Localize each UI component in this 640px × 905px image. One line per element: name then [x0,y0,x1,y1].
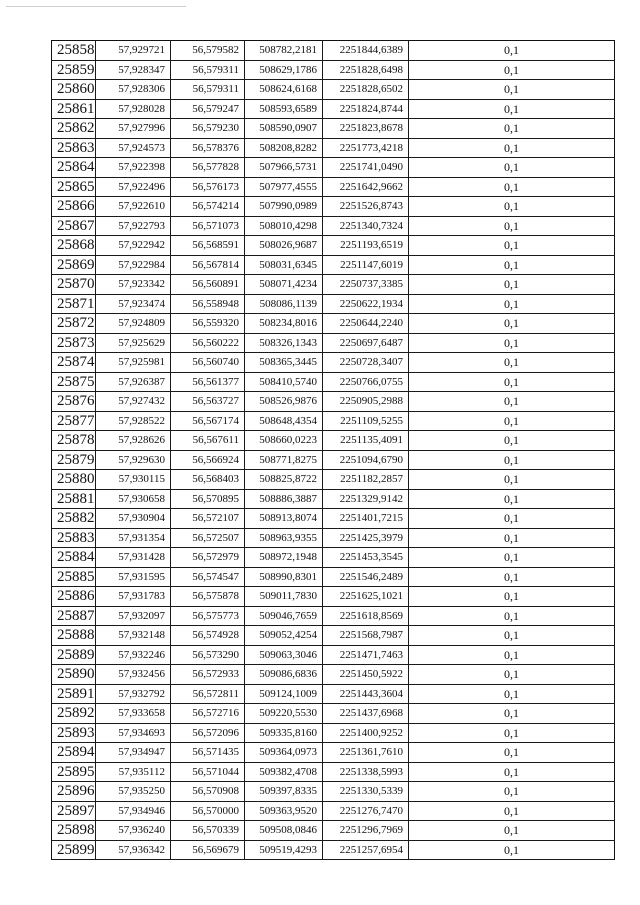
point-number-cell: 25890 [52,665,96,685]
x-coordinate-cell: 509052,4254 [245,626,323,646]
latitude-cell: 57,928522 [96,411,171,431]
precision-cell: 0,1 [409,80,615,100]
table-row [52,80,615,100]
precision-cell: 0,1 [409,509,615,529]
y-coordinate-cell: 2251773,4218 [323,138,409,158]
point-number-cell: 25898 [52,821,96,841]
coordinates-table [51,40,615,860]
longitude-cell: 56,567174 [171,411,245,431]
point-number-cell: 25889 [52,645,96,665]
table-row [52,762,615,782]
longitude-cell: 56,572716 [171,704,245,724]
x-coordinate-cell: 508825,8722 [245,470,323,490]
x-coordinate-cell: 508648,4354 [245,411,323,431]
point-number-cell: 25877 [52,411,96,431]
x-coordinate-cell: 508590,0907 [245,119,323,139]
latitude-cell: 57,922398 [96,158,171,178]
precision-cell: 0,1 [409,723,615,743]
y-coordinate-cell: 2251844,6389 [323,41,409,61]
x-coordinate-cell: 509063,3046 [245,645,323,665]
y-coordinate-cell: 2250644,2240 [323,314,409,334]
y-coordinate-cell: 2251425,3979 [323,528,409,548]
latitude-cell: 57,924809 [96,314,171,334]
longitude-cell: 56,572811 [171,684,245,704]
longitude-cell: 56,558948 [171,294,245,314]
point-number-cell: 25870 [52,275,96,295]
precision-cell: 0,1 [409,645,615,665]
x-coordinate-cell: 508410,5740 [245,372,323,392]
point-number-cell: 25883 [52,528,96,548]
latitude-cell: 57,932246 [96,645,171,665]
y-coordinate-cell: 2251135,4091 [323,431,409,451]
x-coordinate-cell: 508071,4234 [245,275,323,295]
y-coordinate-cell: 2251094,6790 [323,450,409,470]
table-row [52,528,615,548]
longitude-cell: 56,577828 [171,158,245,178]
latitude-cell: 57,930658 [96,489,171,509]
longitude-cell: 56,570000 [171,801,245,821]
point-number-cell: 25875 [52,372,96,392]
x-coordinate-cell: 508026,9687 [245,236,323,256]
y-coordinate-cell: 2251400,9252 [323,723,409,743]
table-row [52,587,615,607]
table-row [52,723,615,743]
table-row [52,645,615,665]
x-coordinate-cell: 509363,9520 [245,801,323,821]
precision-cell: 0,1 [409,684,615,704]
y-coordinate-cell: 2251296,7969 [323,821,409,841]
longitude-cell: 56,578376 [171,138,245,158]
latitude-cell: 57,931428 [96,548,171,568]
x-coordinate-cell: 508913,8074 [245,509,323,529]
longitude-cell: 56,579311 [171,60,245,80]
latitude-cell: 57,936240 [96,821,171,841]
x-coordinate-cell: 507990,0989 [245,197,323,217]
latitude-cell: 57,932148 [96,626,171,646]
point-number-cell: 25897 [52,801,96,821]
longitude-cell: 56,572979 [171,548,245,568]
latitude-cell: 57,930904 [96,509,171,529]
longitude-cell: 56,560891 [171,275,245,295]
y-coordinate-cell: 2251828,6502 [323,80,409,100]
y-coordinate-cell: 2250905,2988 [323,392,409,412]
latitude-cell: 57,923342 [96,275,171,295]
precision-cell: 0,1 [409,801,615,821]
precision-cell: 0,1 [409,216,615,236]
point-number-cell: 25872 [52,314,96,334]
latitude-cell: 57,928306 [96,80,171,100]
point-number-cell: 25866 [52,197,96,217]
x-coordinate-cell: 508208,8282 [245,138,323,158]
y-coordinate-cell: 2250622,1934 [323,294,409,314]
latitude-cell: 57,922793 [96,216,171,236]
latitude-cell: 57,928626 [96,431,171,451]
latitude-cell: 57,926387 [96,372,171,392]
precision-cell: 0,1 [409,158,615,178]
y-coordinate-cell: 2251338,5993 [323,762,409,782]
point-number-cell: 25892 [52,704,96,724]
latitude-cell: 57,927996 [96,119,171,139]
point-number-cell: 25895 [52,762,96,782]
x-coordinate-cell: 508593,6589 [245,99,323,119]
longitude-cell: 56,574928 [171,626,245,646]
precision-cell: 0,1 [409,294,615,314]
table-row [52,392,615,412]
x-coordinate-cell: 509046,7659 [245,606,323,626]
latitude-cell: 57,935112 [96,762,171,782]
latitude-cell: 57,930115 [96,470,171,490]
point-number-cell: 25885 [52,567,96,587]
table-row [52,470,615,490]
x-coordinate-cell: 508010,4298 [245,216,323,236]
y-coordinate-cell: 2251437,6968 [323,704,409,724]
precision-cell: 0,1 [409,138,615,158]
point-number-cell: 25882 [52,509,96,529]
y-coordinate-cell: 2251276,7470 [323,801,409,821]
precision-cell: 0,1 [409,353,615,373]
longitude-cell: 56,563727 [171,392,245,412]
top-rule-divider [6,6,186,7]
latitude-cell: 57,936342 [96,840,171,860]
table-row [52,197,615,217]
table-row [52,255,615,275]
longitude-cell: 56,570339 [171,821,245,841]
point-number-cell: 25859 [52,60,96,80]
point-number-cell: 25896 [52,782,96,802]
y-coordinate-cell: 2251193,6519 [323,236,409,256]
x-coordinate-cell: 509519,4293 [245,840,323,860]
latitude-cell: 57,922984 [96,255,171,275]
table-row [52,801,615,821]
x-coordinate-cell: 508326,1343 [245,333,323,353]
y-coordinate-cell: 2251824,8744 [323,99,409,119]
y-coordinate-cell: 2251182,2857 [323,470,409,490]
latitude-cell: 57,922496 [96,177,171,197]
point-number-cell: 25861 [52,99,96,119]
x-coordinate-cell: 509382,4708 [245,762,323,782]
longitude-cell: 56,576173 [171,177,245,197]
table-row [52,177,615,197]
x-coordinate-cell: 508031,6345 [245,255,323,275]
precision-cell: 0,1 [409,606,615,626]
latitude-cell: 57,931783 [96,587,171,607]
precision-cell: 0,1 [409,450,615,470]
x-coordinate-cell: 508660,0223 [245,431,323,451]
precision-cell: 0,1 [409,528,615,548]
point-number-cell: 25858 [52,41,96,61]
y-coordinate-cell: 2251741,0490 [323,158,409,178]
longitude-cell: 56,572933 [171,665,245,685]
longitude-cell: 56,570908 [171,782,245,802]
latitude-cell: 57,927432 [96,392,171,412]
longitude-cell: 56,560222 [171,333,245,353]
x-coordinate-cell: 508086,1139 [245,294,323,314]
precision-cell: 0,1 [409,704,615,724]
precision-cell: 0,1 [409,275,615,295]
precision-cell: 0,1 [409,236,615,256]
y-coordinate-cell: 2251340,7324 [323,216,409,236]
longitude-cell: 56,570895 [171,489,245,509]
table-row [52,606,615,626]
table-row [52,665,615,685]
table-row [52,821,615,841]
latitude-cell: 57,932097 [96,606,171,626]
x-coordinate-cell: 508963,9355 [245,528,323,548]
y-coordinate-cell: 2251361,7610 [323,743,409,763]
y-coordinate-cell: 2250728,3407 [323,353,409,373]
longitude-cell: 56,566924 [171,450,245,470]
latitude-cell: 57,928028 [96,99,171,119]
y-coordinate-cell: 2251401,7215 [323,509,409,529]
precision-cell: 0,1 [409,197,615,217]
precision-cell: 0,1 [409,840,615,860]
latitude-cell: 57,923474 [96,294,171,314]
y-coordinate-cell: 2251823,8678 [323,119,409,139]
y-coordinate-cell: 2250766,0755 [323,372,409,392]
point-number-cell: 25869 [52,255,96,275]
point-number-cell: 25884 [52,548,96,568]
point-number-cell: 25881 [52,489,96,509]
point-number-cell: 25888 [52,626,96,646]
point-number-cell: 25887 [52,606,96,626]
table-row [52,567,615,587]
precision-cell: 0,1 [409,314,615,334]
precision-cell: 0,1 [409,372,615,392]
y-coordinate-cell: 2251568,7987 [323,626,409,646]
y-coordinate-cell: 2251618,8569 [323,606,409,626]
latitude-cell: 57,925629 [96,333,171,353]
precision-cell: 0,1 [409,177,615,197]
x-coordinate-cell: 508526,9876 [245,392,323,412]
x-coordinate-cell: 509508,0846 [245,821,323,841]
precision-cell: 0,1 [409,60,615,80]
point-number-cell: 25868 [52,236,96,256]
longitude-cell: 56,567611 [171,431,245,451]
x-coordinate-cell: 507966,5731 [245,158,323,178]
longitude-cell: 56,561377 [171,372,245,392]
precision-cell: 0,1 [409,333,615,353]
longitude-cell: 56,572096 [171,723,245,743]
point-number-cell: 25894 [52,743,96,763]
longitude-cell: 56,571073 [171,216,245,236]
point-number-cell: 25863 [52,138,96,158]
point-number-cell: 25876 [52,392,96,412]
table-row [52,704,615,724]
x-coordinate-cell: 508990,8301 [245,567,323,587]
point-number-cell: 25873 [52,333,96,353]
longitude-cell: 56,572107 [171,509,245,529]
y-coordinate-cell: 2251257,6954 [323,840,409,860]
table-row [52,333,615,353]
longitude-cell: 56,579247 [171,99,245,119]
table-row [52,275,615,295]
point-number-cell: 25864 [52,158,96,178]
x-coordinate-cell: 508234,8016 [245,314,323,334]
table-row [52,119,615,139]
table-row [52,782,615,802]
table-row [52,489,615,509]
longitude-cell: 56,567814 [171,255,245,275]
longitude-cell: 56,574214 [171,197,245,217]
latitude-cell: 57,932792 [96,684,171,704]
y-coordinate-cell: 2251450,5922 [323,665,409,685]
point-number-cell: 25862 [52,119,96,139]
y-coordinate-cell: 2251329,9142 [323,489,409,509]
y-coordinate-cell: 2251526,8743 [323,197,409,217]
longitude-cell: 56,575878 [171,587,245,607]
table-row [52,158,615,178]
y-coordinate-cell: 2251471,7463 [323,645,409,665]
table-row [52,294,615,314]
precision-cell: 0,1 [409,119,615,139]
y-coordinate-cell: 2251443,3604 [323,684,409,704]
y-coordinate-cell: 2250737,3385 [323,275,409,295]
longitude-cell: 56,573290 [171,645,245,665]
x-coordinate-cell: 509220,5530 [245,704,323,724]
point-number-cell: 25899 [52,840,96,860]
x-coordinate-cell: 508365,3445 [245,353,323,373]
table-row [52,314,615,334]
y-coordinate-cell: 2251330,5339 [323,782,409,802]
latitude-cell: 57,932456 [96,665,171,685]
table-row [52,353,615,373]
table-row [52,431,615,451]
x-coordinate-cell: 508624,6168 [245,80,323,100]
point-number-cell: 25891 [52,684,96,704]
y-coordinate-cell: 2251147,6019 [323,255,409,275]
x-coordinate-cell: 507977,4555 [245,177,323,197]
coordinates-table-body [52,41,615,860]
longitude-cell: 56,579311 [171,80,245,100]
point-number-cell: 25860 [52,80,96,100]
y-coordinate-cell: 2251642,9662 [323,177,409,197]
x-coordinate-cell: 508771,8275 [245,450,323,470]
precision-cell: 0,1 [409,548,615,568]
table-row [52,509,615,529]
longitude-cell: 56,579582 [171,41,245,61]
y-coordinate-cell: 2251625,1021 [323,587,409,607]
point-number-cell: 25878 [52,431,96,451]
x-coordinate-cell: 508629,1786 [245,60,323,80]
table-row [52,840,615,860]
precision-cell: 0,1 [409,743,615,763]
precision-cell: 0,1 [409,665,615,685]
latitude-cell: 57,934946 [96,801,171,821]
precision-cell: 0,1 [409,782,615,802]
y-coordinate-cell: 2251546,2489 [323,567,409,587]
point-number-cell: 25867 [52,216,96,236]
longitude-cell: 56,560740 [171,353,245,373]
precision-cell: 0,1 [409,41,615,61]
longitude-cell: 56,571044 [171,762,245,782]
table-row [52,626,615,646]
latitude-cell: 57,934693 [96,723,171,743]
precision-cell: 0,1 [409,431,615,451]
table-row [52,411,615,431]
latitude-cell: 57,935250 [96,782,171,802]
latitude-cell: 57,933658 [96,704,171,724]
point-number-cell: 25893 [52,723,96,743]
latitude-cell: 57,924573 [96,138,171,158]
longitude-cell: 56,572507 [171,528,245,548]
precision-cell: 0,1 [409,470,615,490]
table-row [52,548,615,568]
precision-cell: 0,1 [409,411,615,431]
longitude-cell: 56,569679 [171,840,245,860]
table-row [52,138,615,158]
table-row [52,743,615,763]
table-row [52,236,615,256]
x-coordinate-cell: 508782,2181 [245,41,323,61]
x-coordinate-cell: 509364,0973 [245,743,323,763]
latitude-cell: 57,931595 [96,567,171,587]
table-row [52,372,615,392]
latitude-cell: 57,931354 [96,528,171,548]
x-coordinate-cell: 509011,7830 [245,587,323,607]
precision-cell: 0,1 [409,762,615,782]
precision-cell: 0,1 [409,626,615,646]
x-coordinate-cell: 508972,1948 [245,548,323,568]
table-row [52,216,615,236]
longitude-cell: 56,559320 [171,314,245,334]
precision-cell: 0,1 [409,489,615,509]
precision-cell: 0,1 [409,255,615,275]
longitude-cell: 56,568403 [171,470,245,490]
point-number-cell: 25886 [52,587,96,607]
latitude-cell: 57,922942 [96,236,171,256]
longitude-cell: 56,579230 [171,119,245,139]
longitude-cell: 56,568591 [171,236,245,256]
longitude-cell: 56,574547 [171,567,245,587]
latitude-cell: 57,929630 [96,450,171,470]
precision-cell: 0,1 [409,821,615,841]
y-coordinate-cell: 2251109,5255 [323,411,409,431]
x-coordinate-cell: 509335,8160 [245,723,323,743]
latitude-cell: 57,928347 [96,60,171,80]
latitude-cell: 57,934947 [96,743,171,763]
point-number-cell: 25879 [52,450,96,470]
y-coordinate-cell: 2250697,6487 [323,333,409,353]
longitude-cell: 56,575773 [171,606,245,626]
x-coordinate-cell: 509124,1009 [245,684,323,704]
x-coordinate-cell: 509397,8335 [245,782,323,802]
longitude-cell: 56,571435 [171,743,245,763]
latitude-cell: 57,929721 [96,41,171,61]
point-number-cell: 25871 [52,294,96,314]
point-number-cell: 25880 [52,470,96,490]
y-coordinate-cell: 2251453,3545 [323,548,409,568]
point-number-cell: 25874 [52,353,96,373]
precision-cell: 0,1 [409,392,615,412]
latitude-cell: 57,925981 [96,353,171,373]
x-coordinate-cell: 508886,3887 [245,489,323,509]
precision-cell: 0,1 [409,567,615,587]
latitude-cell: 57,922610 [96,197,171,217]
y-coordinate-cell: 2251828,6498 [323,60,409,80]
table-row [52,99,615,119]
table-row [52,60,615,80]
x-coordinate-cell: 509086,6836 [245,665,323,685]
table-row [52,450,615,470]
precision-cell: 0,1 [409,99,615,119]
table-row [52,41,615,61]
table-row [52,684,615,704]
point-number-cell: 25865 [52,177,96,197]
precision-cell: 0,1 [409,587,615,607]
